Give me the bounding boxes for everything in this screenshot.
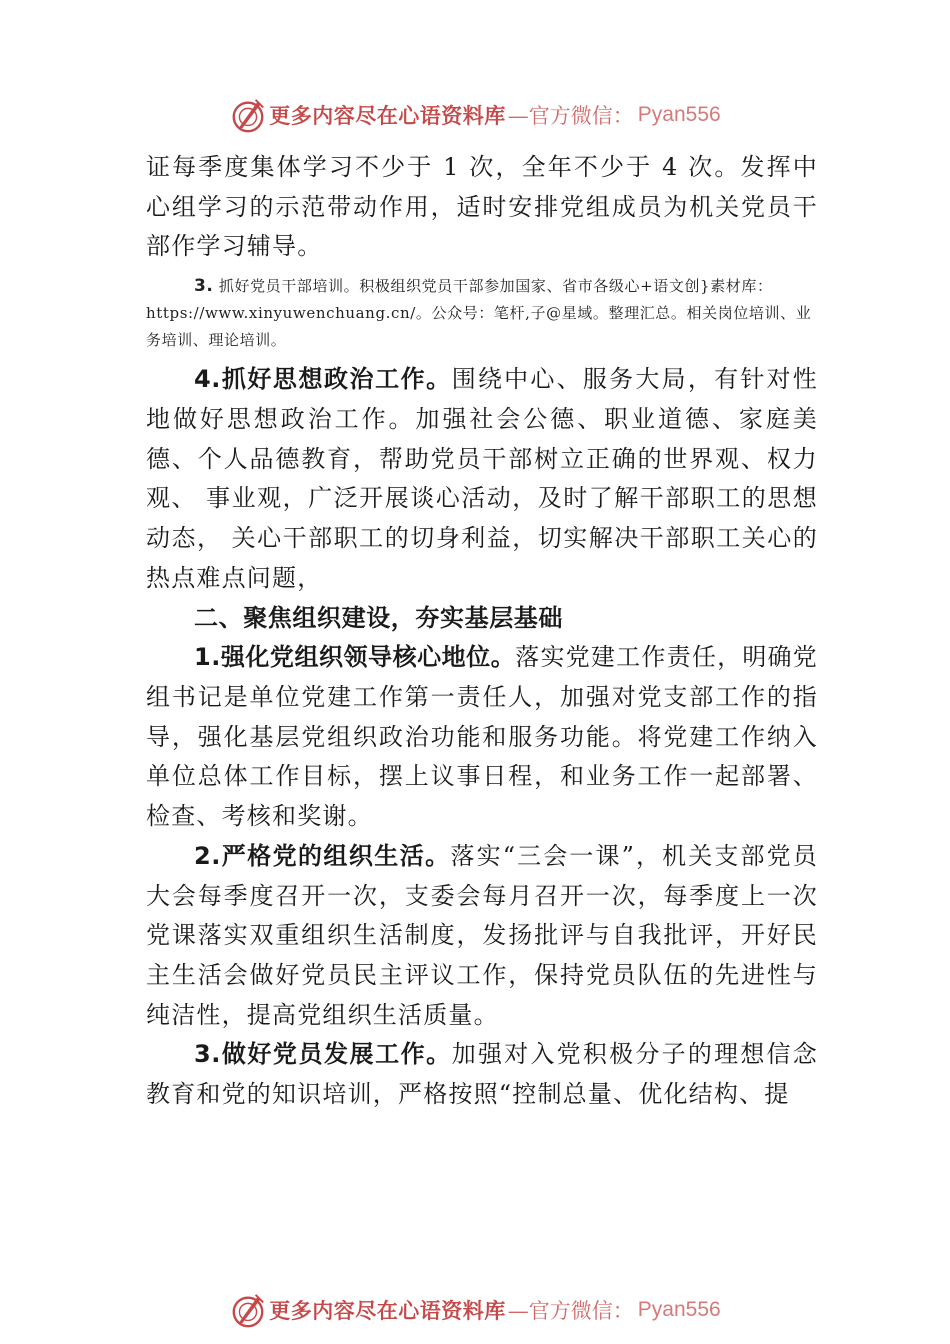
paragraph-training-text: 抓好党员干部培训。积极组织党员干部参加国家、省市各级心+语文创}素材库：https://www.xinyuwenchuang.cn/。公众号：笔杆,子@星域。整理汇总。相关岗位培训、业务培训、理论培训。 [146, 277, 812, 350]
banner-dash: —官方微信： [507, 1299, 634, 1323]
quill-pen-logo-icon [229, 1291, 267, 1329]
paragraph-political-work [146, 360, 818, 598]
document-body [146, 148, 818, 1115]
paragraph-member-development [146, 1035, 818, 1114]
header-banner [0, 95, 950, 135]
paragraph-leadership [146, 638, 818, 837]
banner-handle: Pyan556 [637, 103, 721, 126]
banner-handle: Pyan556 [637, 1298, 721, 1321]
footer-banner [0, 1290, 950, 1330]
section-heading: 二、聚焦组织建设，夯实基层基础 [194, 604, 563, 633]
item-title: 4.抓好思想政治工作。 [194, 365, 452, 394]
item-title: 2.严格党的组织生活。 [194, 841, 451, 870]
paragraph-text: 围绕中心、服务大局，有针对性地做好思想政治工作。加强社会公德、职业道德、家庭美德、个人品德教育，帮助党员干部树立正确的世界观、权力观、 事业观，广泛开展谈心活动，及时了解干部职工的思想动态， 关心干部职工的切身利益，切实解决干部职工关心的热点难点问题， [146, 365, 818, 592]
paragraph-organization-life [146, 837, 818, 1036]
paragraph-continued: 证每季度集体学习不少于 1 次，全年不少于 4 次。发挥中心组学习的示范带动作用，适时安排党组成员为机关党员干部作学习辅导。 [146, 153, 818, 261]
banner-dash: —官方微信： [507, 104, 634, 128]
paragraph-text: 加强对入党积极分子的理想信念教育和党的知识培训，严格按照“控制总量、优化结构、提 [146, 1040, 818, 1109]
item-title: 3.做好党员发展工作。 [194, 1040, 452, 1069]
banner-title: 更多内容尽在心语资料库 [269, 1298, 506, 1323]
paragraph-text: 落实“三会一课”，机关支部党员大会每季度召开一次，支委会每月召开一次，每季度上一次党课落实双重组织生活制度，发扬批评与自我批评，开好民主生活会做好党员民主评议工作，保持党员队伍的先进性与纯洁性，提高党组织生活质量。 [146, 841, 818, 1029]
paragraph-training [146, 273, 818, 354]
quill-pen-logo-icon [229, 96, 267, 134]
item-title: 1.强化党组织领导核心地位。 [194, 643, 516, 672]
item-number: 3. [194, 276, 214, 297]
paragraph-text: 落实党建工作责任，明确党组书记是单位党建工作第一责任人，加强对党支部工作的指导，强化基层党组织政治功能和服务功能。将党建工作纳入单位总体工作目标，摆上议事日程，和业务工作一起部署、检查、考核和奖谢。 [146, 643, 818, 831]
banner-title: 更多内容尽在心语资料库 [269, 103, 506, 128]
